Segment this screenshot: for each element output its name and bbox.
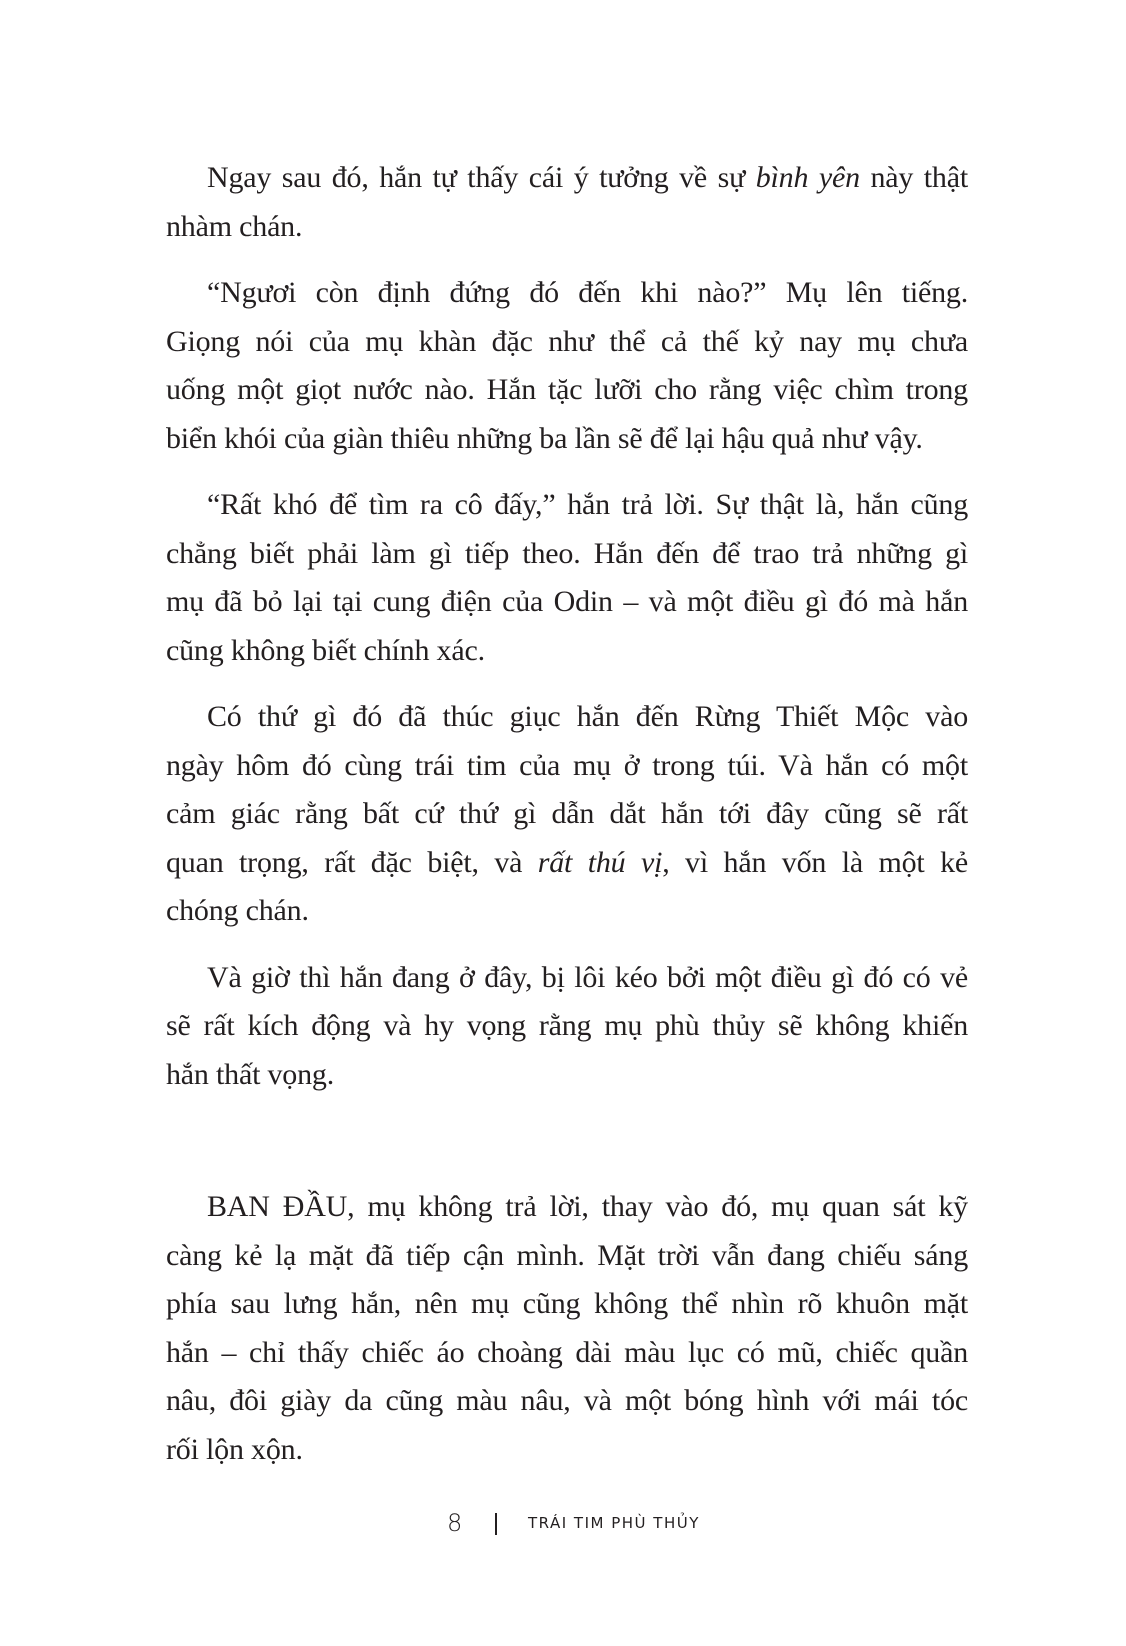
text-line [166, 627, 968, 676]
footer-separator [495, 1513, 497, 1535]
text-line [166, 1002, 968, 1051]
text-run: , vì hắn vốn là một kẻ [662, 845, 968, 879]
text-line [166, 1377, 968, 1426]
text-run: “Rất khó để tìm ra cô đấy,” hắn trả lời. Sự thật là, hắn cũng [207, 488, 968, 521]
text-run: càng kẻ lạ mặt đã tiếp cận mình. Mặt trời vẫn đang chiếu sáng [166, 1238, 968, 1272]
text-line [166, 530, 968, 579]
paragraph [166, 693, 968, 936]
text-line [166, 269, 968, 318]
text-run: phía sau lưng hắn, nên mụ cũng không thể nhìn rõ khuôn mặt [166, 1287, 968, 1320]
text-run: quan trọng, rất đặc biệt, và [166, 845, 538, 879]
page-footer [0, 1505, 1126, 1545]
text-line [166, 415, 968, 464]
paragraph [166, 954, 968, 1100]
text-line [166, 1426, 968, 1475]
text-line [166, 481, 968, 530]
text-line [166, 839, 968, 888]
text-line [166, 954, 968, 1003]
text-run: nâu, đôi giày da cũng màu nâu, và một bóng hình với mái tóc [166, 1384, 968, 1417]
text-run: Và giờ thì hắn đang ở đây, bị lôi kéo bởi một điều gì đó có vẻ [207, 960, 968, 994]
book-page-body [166, 154, 968, 1492]
paragraph [166, 1183, 968, 1474]
text-run: nhàm chán. [166, 209, 303, 243]
paragraph [166, 269, 968, 463]
text-line [166, 366, 968, 415]
paragraph [166, 481, 968, 675]
text-run: cũng không biết chính xác. [166, 633, 485, 667]
text-run: này thật [859, 161, 968, 194]
text-line [166, 742, 968, 791]
text-run: Ngay sau đó, hắn tự thấy cái ý tưởng về sự [207, 161, 756, 194]
text-run: Giọng nói của mụ khàn đặc như thể cả thế kỷ nay mụ chưa [166, 324, 968, 358]
text-run: chẳng biết phải làm gì tiếp theo. Hắn đến để trao trả những gì [166, 536, 968, 570]
text-line [166, 887, 968, 936]
text-run: uống một giọt nước nào. Hắn tặc lưỡi cho rằng việc chìm trong [166, 373, 968, 406]
text-run: Có thứ gì đó đã thúc giục hắn đến Rừng Thiết Mộc vào [207, 700, 968, 733]
text-run: chóng chán. [166, 894, 309, 927]
text-run: hắn thất vọng. [166, 1057, 335, 1091]
text-run: ngày hôm đó cùng trái tim của mụ ở trong túi. Và hắn có một [166, 748, 968, 782]
running-title: TRÁI TIM PHÙ THỦY [528, 1514, 700, 1532]
text-line [166, 154, 968, 203]
text-line [166, 318, 968, 367]
text-run: BAN ĐẦU, mụ không trả lời, thay vào đó, mụ quan sát kỹ [207, 1190, 968, 1223]
text-line [166, 1329, 968, 1378]
text-line [166, 578, 968, 627]
italic-emphasis: bình yên [755, 161, 860, 194]
text-line [166, 1183, 968, 1232]
text-run: rối lộn xộn. [166, 1432, 303, 1466]
page-number: 8 [447, 1509, 463, 1537]
paragraph [166, 154, 968, 251]
section-break [166, 1117, 968, 1183]
text-line [166, 203, 968, 252]
text-line [166, 1051, 968, 1100]
italic-emphasis: rất thú vị [537, 845, 663, 879]
text-run: cảm giác rằng bất cứ thứ gì dẫn dắt hắn tới đây cũng sẽ rất [166, 797, 968, 830]
text-line [166, 790, 968, 839]
text-line [166, 1280, 968, 1329]
text-run: “Ngươi còn định đứng đó đến khi nào?” Mụ lên tiếng. [207, 276, 968, 309]
text-line [166, 1232, 968, 1281]
text-run: hắn – chỉ thấy chiếc áo choàng dài màu lục có mũ, chiếc quần [166, 1335, 968, 1369]
text-line [166, 693, 968, 742]
text-run: mụ đã bỏ lại tại cung điện của Odin – và một điều gì đó mà hắn [166, 585, 968, 618]
text-run: biển khói của giàn thiêu những ba lần sẽ để lại hậu quả như vậy. [166, 421, 923, 455]
text-run: sẽ rất kích động và hy vọng rằng mụ phù thủy sẽ không khiến [166, 1009, 968, 1042]
